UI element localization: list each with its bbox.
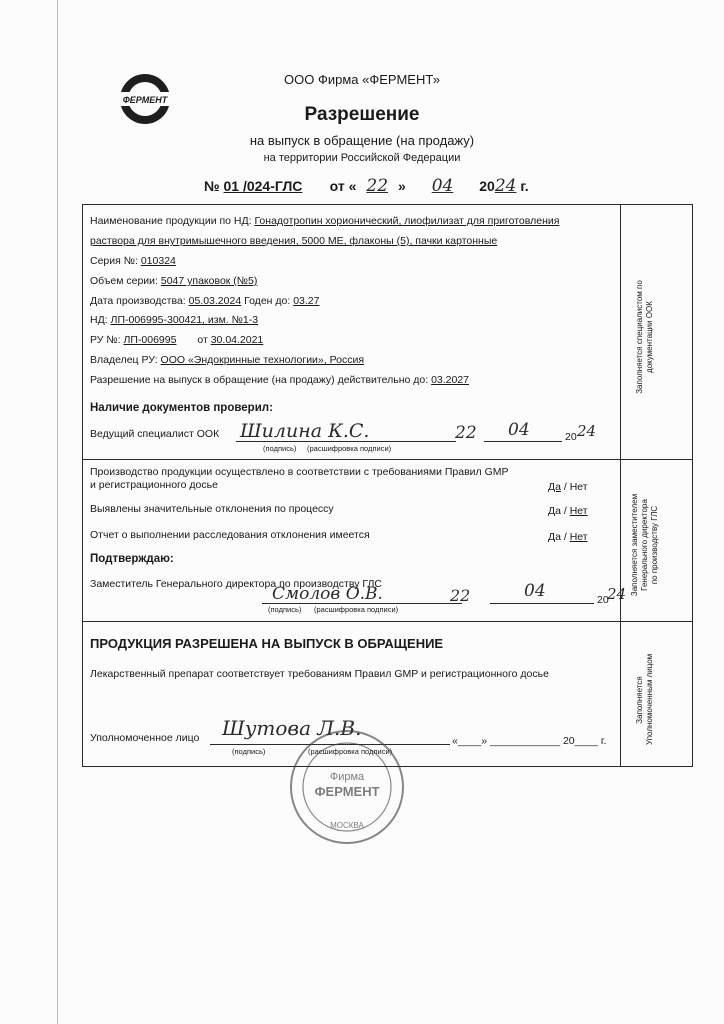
specialist-year-prefix: 20 (565, 431, 577, 443)
company-stamp (288, 728, 406, 846)
ru-row (90, 334, 263, 346)
specialist-label: Ведущий специалист ООК (90, 428, 220, 440)
investigation-report-label: Отчет о выполнении расследования отклонения имеется (90, 529, 370, 541)
permit-validity-value: 03.2027 (431, 374, 470, 386)
authorized-signature: Шутова Л.В. (222, 716, 362, 740)
gmp-yes-no (548, 481, 588, 493)
deputy-sign-year: 24 (607, 585, 627, 603)
section-divider-1 (82, 459, 693, 460)
date-month: 04 (431, 176, 454, 196)
document-number-line (204, 176, 529, 196)
authorized-sign-caption: (подпись) (232, 747, 266, 756)
stamp-center-line1: Фирма (329, 771, 365, 783)
product-name-row (90, 215, 559, 227)
page-title: Разрешение (304, 104, 420, 125)
expiry-value: 03.27 (293, 295, 320, 307)
specialist-signature: Шилина К.С. (240, 420, 370, 442)
date-year: 24 (494, 176, 517, 196)
volume-label: Объем серии: (90, 275, 158, 287)
deputy-decode-caption: (расшифровка подписи) (314, 605, 399, 614)
gmp-option-separator: / (563, 481, 567, 493)
number-prefix: № (204, 178, 220, 194)
deviations-no-option[interactable]: Нет (569, 505, 588, 517)
report-yes-option[interactable]: Да (548, 531, 561, 543)
expiry-label: Годен до: (244, 295, 291, 307)
permit-validity-row (90, 374, 469, 386)
side-note-deputy-line1: Заполняется заместителем (630, 493, 639, 597)
side-note-deputy-line3: по производству ГЛС (650, 505, 659, 585)
date-year-prefix: 20 (479, 178, 495, 194)
product-label: Наименование продукции по НД: (90, 215, 252, 227)
series-row (90, 255, 176, 267)
specialist-sign-month: 04 (508, 420, 530, 440)
owner-row (90, 354, 364, 366)
side-note-authorized-line1: Заполняется (635, 676, 644, 724)
side-note-ook (635, 262, 655, 412)
series-value: 010324 (140, 255, 176, 267)
nd-label: НД: (90, 314, 108, 326)
report-option-separator: / (563, 531, 567, 543)
document-number: 01 /024-ГЛС (223, 178, 303, 194)
deviations-option-separator: / (563, 505, 567, 517)
specialist-sign-caption: (подпись) (263, 444, 297, 453)
nd-value: ЛП-006995-300421, изм. №1-3 (110, 314, 259, 326)
release-heading: ПРОДУКЦИЯ РАЗРЕШЕНА НА ВЫПУСК В ОБРАЩЕНИЕ (90, 636, 444, 651)
gmp-compliance-line1: Производство продукции осуществлено в соответствии с требованиями Правил GMP (90, 466, 509, 478)
gmp-yes-option[interactable]: Да (548, 481, 561, 493)
volume-row (90, 275, 257, 287)
specialist-month-line (484, 441, 562, 442)
product-value-line2: раствора для внутримышечного введения, 5000 МЕ, флаконы (5), пачки картонные (90, 235, 498, 247)
side-note-ook-line1: Заполняется специалистом по (635, 280, 644, 394)
deputy-month-line (490, 603, 594, 604)
report-yes-no (548, 531, 588, 543)
compliance-text: Лекарственный препарат соответствует требованиям Правил GMP и регистрационного досье (90, 668, 549, 680)
specialist-sign-year: 24 (577, 422, 597, 440)
docs-checked-heading: Наличие документов проверил: (90, 402, 273, 414)
owner-value: ООО «Эндокринные технологии», Россия (160, 354, 365, 366)
deputy-label: Заместитель Генерального директора по производству ГЛС (90, 578, 382, 590)
stamp-center-line2: ФЕРМЕНТ (314, 784, 380, 799)
deviations-yes-option[interactable]: Да (548, 505, 561, 517)
side-note-authorized-line2: Уполномоченным лицом (645, 653, 654, 745)
owner-label: Владелец РУ: (90, 354, 158, 366)
deputy-sign-month: 04 (524, 581, 546, 601)
deputy-sign-day: 22 (450, 586, 471, 605)
permit-validity-label: Разрешение на выпуск в обращение (на продажу) действительно до: (90, 374, 429, 386)
date-close-quote: » (398, 178, 406, 194)
side-note-authorized (635, 655, 655, 745)
stamp-bottom-text: МОСКВА (330, 821, 364, 830)
production-date-value: 05.03.2024 (188, 295, 242, 307)
date-year-end: г. (520, 178, 529, 194)
deputy-signature: Смолов О.В. (272, 584, 383, 604)
date-from-label: от « (329, 178, 357, 194)
confirm-heading: Подтверждаю: (90, 553, 174, 565)
nd-row (90, 314, 258, 326)
side-note-deputy-line2: Генерального директора (640, 499, 649, 591)
gmp-no-option[interactable]: Нет (569, 481, 588, 493)
company-name: ООО Фирма «ФЕРМЕНТ» (284, 72, 440, 87)
authorized-decode-caption: (расшифровка подписи) (308, 747, 393, 756)
side-note-ook-line2: документации ООК (645, 301, 654, 373)
specialist-sign-day: 22 (455, 423, 477, 443)
ru-label: РУ №: (90, 334, 121, 346)
report-no-option[interactable]: Нет (569, 531, 588, 543)
deviations-label: Выявлены значительные отклонения по процессу (90, 503, 334, 515)
series-label: Серия №: (90, 255, 138, 267)
logo-text: ФЕРМЕНТ (122, 95, 168, 105)
gmp-compliance-line2: и регистрационного досье (90, 479, 218, 491)
deputy-year-prefix: 20 (597, 594, 609, 606)
ru-from-label: от (197, 334, 208, 346)
ru-from-value: 30.04.2021 (210, 334, 264, 346)
authorized-person-label: Уполномоченное лицо (90, 732, 200, 744)
territory-text: на территории Российской Федерации (263, 152, 461, 164)
side-column-divider (620, 204, 621, 767)
authorized-date-template: «____» ____________ 20____ г. (452, 735, 607, 747)
specialist-decode-caption: (расшифровка подписи) (307, 444, 392, 453)
product-value-line1: Гонадотропин хорионический, лиофилизат для приготовления (254, 215, 560, 227)
deviations-yes-no (548, 505, 588, 517)
production-date-row (90, 295, 319, 307)
page-subtitle: на выпуск в обращение (на продажу) (249, 133, 475, 148)
date-day: 22 (366, 176, 389, 196)
side-note-deputy (630, 481, 660, 609)
section-divider-2 (82, 621, 693, 622)
volume-value: 5047 упаковок (№5) (160, 275, 258, 287)
deputy-sign-caption: (подпись) (268, 605, 302, 614)
ru-value: ЛП-006995 (123, 334, 177, 346)
production-date-label: Дата производства: (90, 295, 186, 307)
